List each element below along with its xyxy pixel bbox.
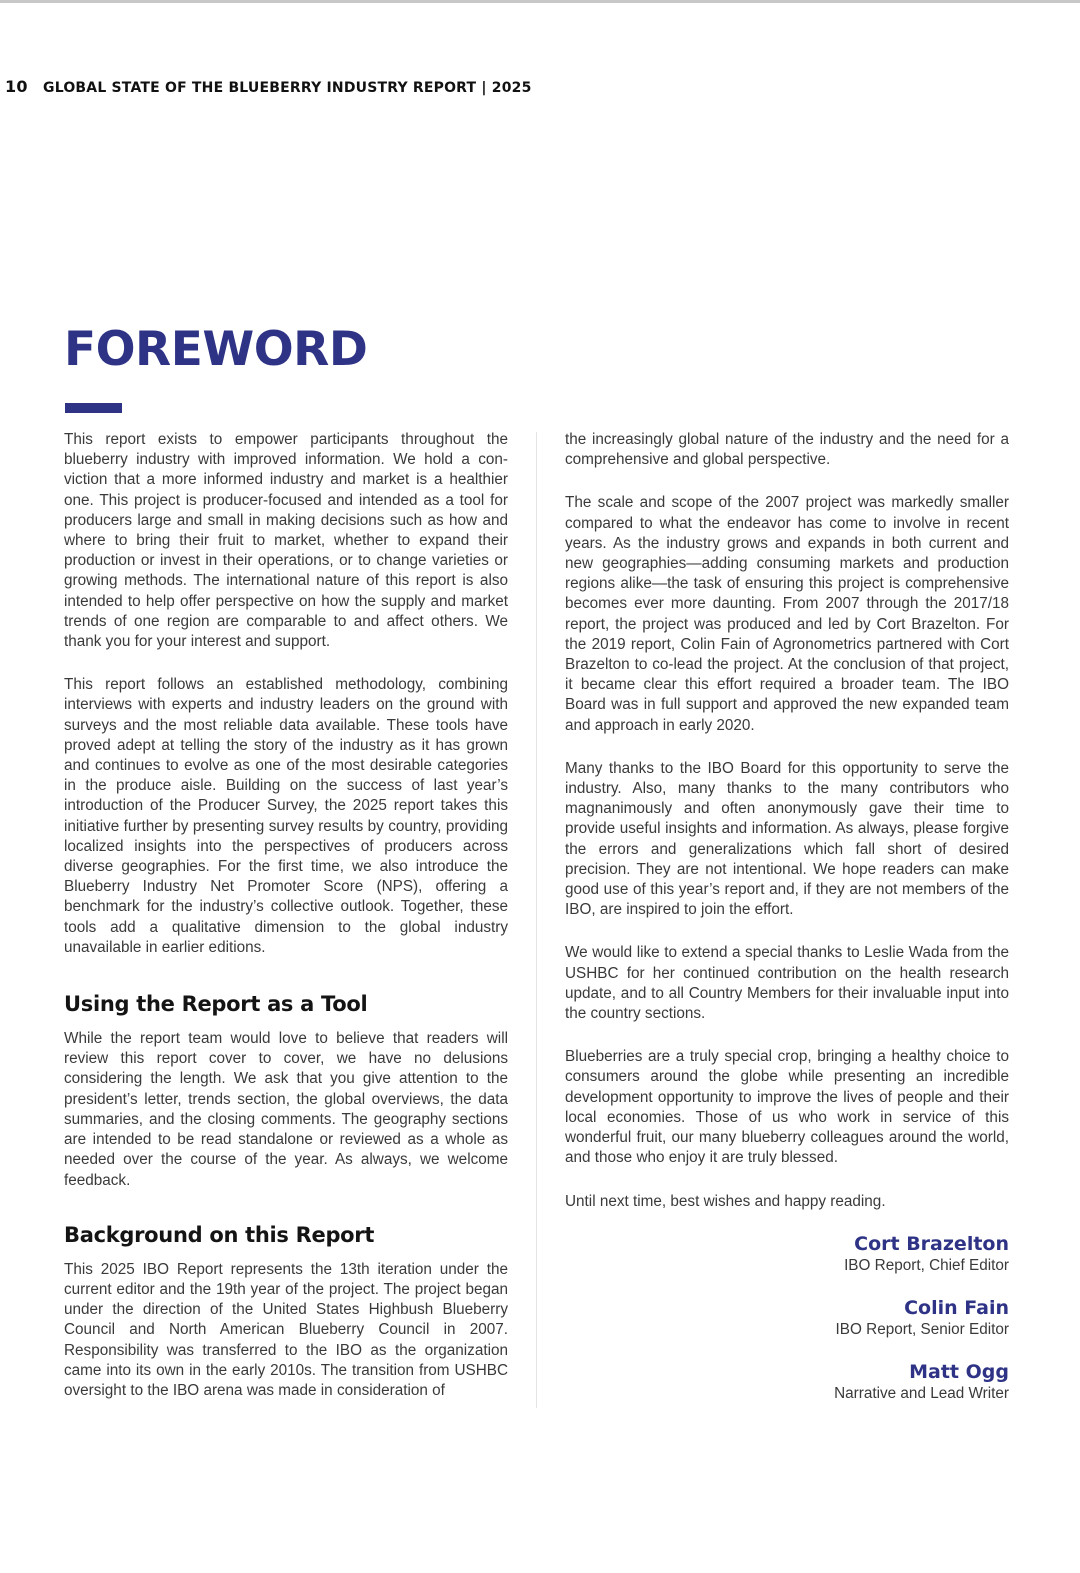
signature-role: Narrative and Lead Writer — [834, 1384, 1009, 1402]
section-heading-using-report: Using the Report as a Tool — [64, 992, 368, 1017]
intro-paragraph: This report follows an established methodology, combining interviews with experts and industry leaders on the ground with surveys and the most reliable data available. These tools have proved adept at telling the story of the industry as it has grown and continues to evolve as one of the most desirable categories in the produce aisle. Building on the success of last year’s introduction of the Producer Survey, the 2025 report takes this initiative further by presenting survey results by country, providing localized insights into the perspectives of producers across diverse geographies. For the first time, we also introduce the Blueberry Industry Net Promoter Score (NPS), offering a benchmark for the industry’s collective outlook. Together, these tools add a qualitative dimension to the global industry unavailable in earlier editions. — [64, 676, 508, 956]
signature-block — [565, 1232, 1009, 1276]
signature-name: Matt Ogg — [909, 1360, 1009, 1383]
signature-block — [565, 1360, 1009, 1404]
signature-role: IBO Report, Senior Editor — [835, 1320, 1009, 1338]
body-paragraph: The scale and scope of the 2007 project was markedly smaller compared to what the endeavor has come to involve in recent years. As the industry grows and expands in both current and new geographies—adding consuming markets and production regions alike—the task of ensuring this project is comprehensive becomes ever more daunting. From 2007 through the 2017/18 report, the project was produced and led by Cort Brazelton. For the 2019 report, Colin Fain of Agronometrics partnered with Cort Brazelton to co-lead the project. At the conclusion of that project, it became clear this effort required a broader team. The IBO Board was in full support and approved the new expanded team and approach in early 2020. — [565, 494, 1009, 734]
top-rule — [0, 0, 1080, 3]
signature-block — [565, 1296, 1009, 1340]
title-accent-bar — [65, 403, 122, 413]
page-number: 10 — [5, 77, 28, 96]
body-paragraph: We would like to extend a special thanks to Leslie Wada from the USHBC for her continued contribution on the health research update, and to all Country Members for their invaluable input into the country sections. — [565, 944, 1009, 1023]
signature-role: IBO Report, Chief Editor — [844, 1256, 1009, 1274]
body-paragraph: the increasingly global nature of the industry and the need for a comprehensive and global perspective. — [565, 431, 1009, 469]
body-paragraph: Blueberries are a truly special crop, bringing a healthy choice to consumers around the globe while presenting an incredible development opportunity to improve the lives of people and their local economies. Those of us who work in service of this wonderful fruit, our many blueberry colleagues around the world, and those who enjoy it are truly blessed. — [565, 1048, 1009, 1167]
intro-paragraph: This report exists to empower participants throughout the blueberry industry with improved information. We hold a conviction that a more informed industry and market is a healthier one. This project is producer-focused and intended as a tool for producers large and small in making decisions such as how and where to bring their fruit to market, whether to expand their production or invest in their operations, or to change varieties or growing methods. The international nature of this report is also intended to help offer perspective on how the supply and market trends of one region are comparable to and affect others. We thank you for your interest and support. — [64, 431, 508, 651]
body-paragraph: Many thanks to the IBO Board for this opportunity to serve the industry. Also, many thanks to the many contributors who magnanimously and often anonymously gave their time to provide useful insights and information. As always, please forgive the errors and generalizations which fall short of desired precision. They are not intentional. We hope readers can make good use of this year’s report and, if they are not members of the IBO, are inspired to join the effort. — [565, 759, 1009, 919]
signoff: Until next time, best wishes and happy reading. — [565, 1192, 886, 1210]
page-title: FOREWORD — [64, 322, 368, 377]
signature-name: Colin Fain — [904, 1296, 1009, 1319]
section-paragraph: While the report team would love to believe that readers will review this report cover to cover, we have no delusions considering the length. We ask that you give attention to the president’s letter, trends section, the global overviews, the data summaries, and the closing comments. The geography sections are intended to be read standalone or reviewed as a whole as needed over the course of the year. As always, we welcome feedback. — [64, 1030, 508, 1189]
left-column — [64, 430, 508, 1424]
report-title: GLOBAL STATE OF THE BLUEBERRY INDUSTRY REPORT | 2025 — [43, 80, 532, 96]
section-paragraph: This 2025 IBO Report represents the 13th iteration under the current editor and the 19th year of the project. The project began under the direction of the United States Highbush Blueberry Council and North American Blueberry Council in 2007. Responsibility was transferred to the IBO as the organization came into its own in the early 2010s. The transition from USHBC oversight to the IBO arena was made in consideration of — [64, 1260, 508, 1399]
column-divider — [536, 432, 537, 1408]
section-heading-background: Background on this Report — [64, 1222, 375, 1247]
running-header — [5, 77, 532, 96]
signatures — [565, 1232, 1009, 1404]
right-column — [565, 430, 1009, 1424]
signature-name: Cort Brazelton — [854, 1232, 1009, 1255]
